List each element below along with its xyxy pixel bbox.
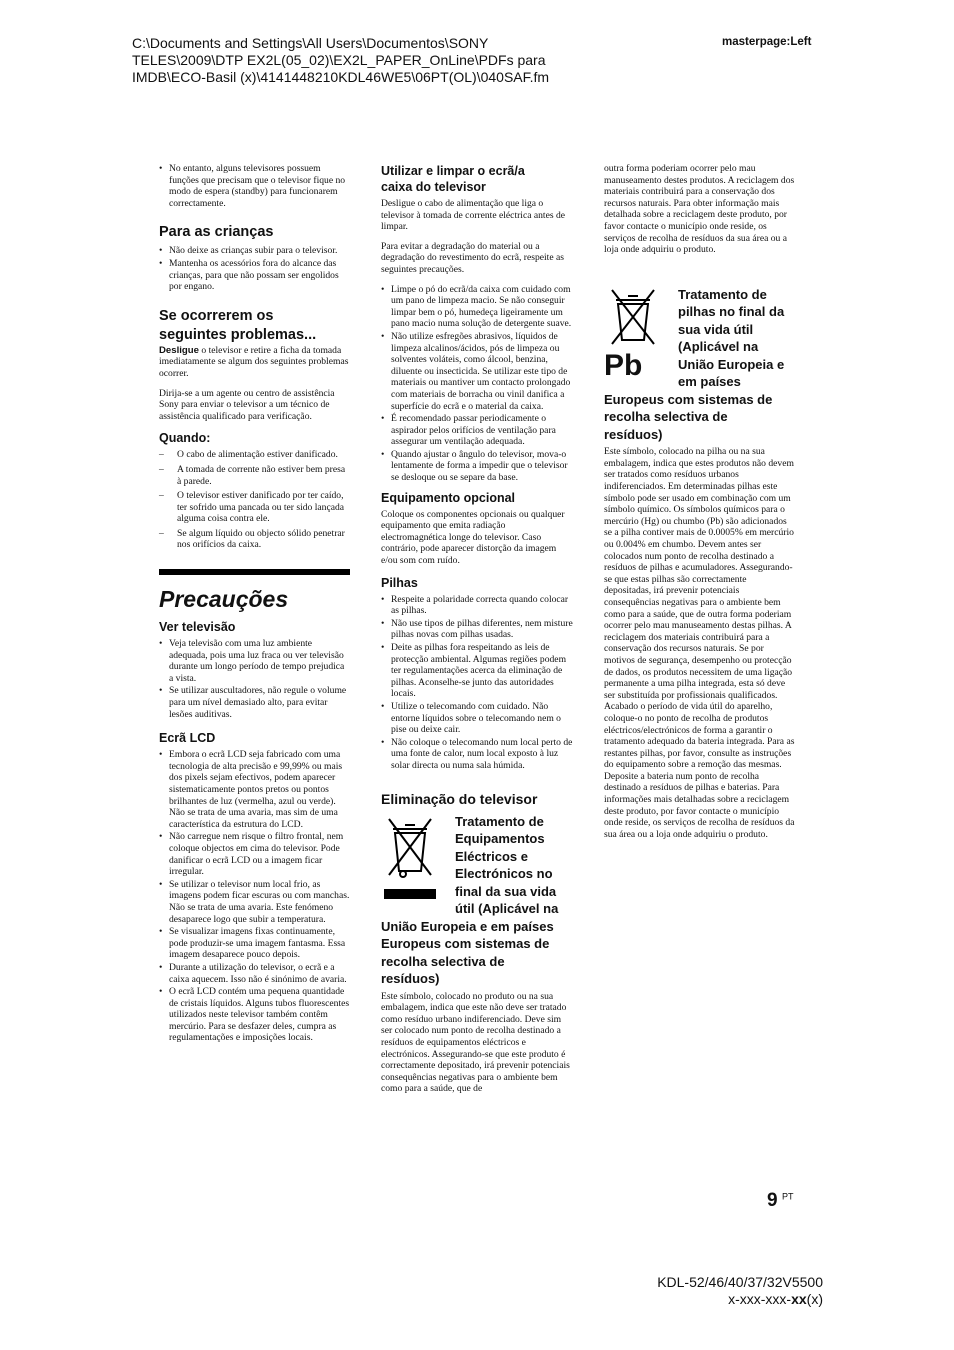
subheading-ver-televisao: Ver televisão xyxy=(159,620,236,635)
subheading-equipamento: Equipamento opcional xyxy=(381,490,516,505)
list-item: • O ecrã LCD contém uma pequena quantidade de cristais líquidos. Alguns tubos fluorescentes utilizados neste televisor também contêm mercúrio. Para se desfazer deles, cumpra as regulamentações e imposições locais. xyxy=(159,986,350,1044)
problemas-paragraph xyxy=(159,345,350,380)
ver-list xyxy=(159,638,350,720)
section-heading-criancas: Para as crianças xyxy=(159,224,274,241)
paragraph-text: o televisor e retire a ficha da tomada imediatamente se algum dos seguintes problemas ocorrer. xyxy=(159,344,349,379)
continued-paragraph: outra forma poderiam ocorrer pelo mau manuseamento destes produtos. A reciclagem dos materiais contribuirá para a conservação dos recursos naturais. Para obter informação mais detalhada sobre a reciclagem deste produto, por favor contacte o município onde reside, os serviços de recolha de resíduos da sua área ou a loja onde adquiriu o produto. xyxy=(604,163,795,256)
heading-line: seguintes problemas... xyxy=(159,326,317,343)
subheading-quando: Quando: xyxy=(159,431,211,446)
list-item: • Se utilizar o televisor num local frio, as imagens podem ficar escuras ou com manchas. Não se trata de uma avaria. Este fenómeno desaparece logo que subir a temperatura. xyxy=(159,879,350,925)
list-item: • É recomendado passar periodicamente o aspirador pelos orifícios de ventilação para assegurar um ventilação adequada. xyxy=(381,413,573,448)
subheading-ecra-lcd: Ecrã LCD xyxy=(159,731,216,746)
chapter-title: Precauções xyxy=(159,586,289,613)
list-item: • Não carregue nem risque o filtro frontal, nem coloque objectos em cima do televisor. Pode danificar o ecrã LCD ou a imagem ficar irregular. xyxy=(159,831,350,877)
page-language: PT xyxy=(782,1191,794,1202)
heading-line: em países xyxy=(678,374,741,390)
list-item: – A tomada de corrente não estiver bem presa à parede. xyxy=(159,464,350,487)
heading-line: Se ocorrerem os xyxy=(159,307,274,324)
subheading-pilhas: Pilhas xyxy=(381,575,418,590)
battery-heading-rest xyxy=(604,391,796,444)
list-item: • Durante a utilização do televisor, o ecrã e a caixa aquecem. Isso não é sinónimo de avaria. xyxy=(159,962,350,985)
heading-line: resíduos) xyxy=(604,426,663,442)
heading-line: Europeus com sistemas de xyxy=(381,936,550,952)
file-path-line: C:\Documents and Settings\All Users\Documentos\SONY xyxy=(132,35,489,51)
list-item: • Não coloque o telecomando num local perto de uma fonte de calor, num local exposto à luz solar directa ou numa sala húmida. xyxy=(381,737,573,772)
battery-heading-side xyxy=(678,286,784,391)
masterpage-label: masterpage:Left xyxy=(722,36,812,48)
heading-line: Equipamentos xyxy=(455,831,545,847)
heading-line: Utilizar e limpar o ecrã/a xyxy=(381,164,525,178)
heading-line: recolha selectiva de xyxy=(381,953,505,969)
battery-paragraph: Este símbolo, colocado na pilha ou na sua embalagem, indica que estes produtos não devem ser tratados como resíduos urbanos indiferenciados. Em determinadas pilhas este símbolo pode ser usado em combinação com um símbolo químico. Os símbolos químicos para o mercúrio (Hg) ou chumbo (Pb) são adicionados se a pilha contiver mais de 0.0005% em mercúrio ou 0.004% em chumbo. Devem antes ser colocados num ponto de recolha destinado a resíduos de pilhas e acumuladores. Assegurando-se que estas pilhas são correctamente depositadas, irá prevenir potenciais consequências negativas para o ambiente bem como para a saúde, que de outra forma poderiam ocorrer pelo mau manuseamento destas pilhas. A reciclagem dos materiais contribuirá para a conservação dos recursos naturais. Se por motivos de segurança, desempenho ou protecção de dados, os produtos necessitem de uma ligação permanente a uma pilha integrada, esta só deve ser substituída por profissionais qualificados. Acabado o período de vida útil do aparelho, coloque-o no ponto de recolha de produtos eléctricos/electrónicos de forma a garantir o tratamento adequado da bateria integrada. Para as restantes pilhas, por favor, consulte as instruções do equipamento sobre a remoção das mesmas. Deposite a bateria num ponto de recolha destinado a resíduos de pilhas e baterias. Para informações mais detalhadas sobre a reciclagem deste produto, por favor contacte o município onde reside, os serviços de recolha de resíduos da sua área ou a loja onde adquiriu o produto. xyxy=(604,446,795,840)
list-item: – O televisor estiver danificado por ter caído, ter sofrido uma pancada ou ter sido lançada alguma coisa contra ele. xyxy=(159,490,350,525)
list-item: • Não use tipos de pilhas diferentes, nem misture pilhas novas com pilhas usadas. xyxy=(381,618,573,641)
list-item: • Não utilize esfregões abrasivos, líquidos de limpeza alcalinos/ácidos, pós de limpeza ou solventes voláteis, como álcool, benzina, diluente ou insecticida. Se utilizar este tipo de materiais ou mantiver um contacto prolongado com materiais de borracha ou vinil danifica a superfície do ecrã e o material da caixa. xyxy=(381,331,573,412)
list-item: • Mantenha os acessórios fora do alcance das crianças, para que não possam ser engolidos por engano. xyxy=(159,258,350,293)
list-item: – Se algum líquido ou objecto sólido penetrar nos orifícios da caixa. xyxy=(159,528,350,551)
file-path-line: IMDB\ECO-Basil (x)\4141448210KDL46WE5\06PT(OL)\040SAF.fm xyxy=(132,69,550,85)
list-item: • Quando ajustar o ângulo do televisor, mova-o lentamente de forma a impedir que o televisor se desloque ou se separe da base. xyxy=(381,449,573,484)
list-item: • Não deixe as crianças subir para o televisor. xyxy=(159,245,350,257)
column-2 xyxy=(381,163,573,1103)
paragraph: Coloque os componentes opcionais ou qualquer equipamento que emita radiação electromagnética longe do televisor. Caso contrário, pode aparecer distorção da imagem e/ou som com ruído. xyxy=(381,508,565,567)
list-item: • Utilize o telecomando com cuidado. Não entorne líquidos sobre o telecomando nem o pise ou deixe cair. xyxy=(381,701,573,736)
heading-line: Eléctricos e xyxy=(455,848,528,864)
paragraph: Para evitar a degradação do material ou a degradação do revestimento do ecrã, respeite as seguintes precauções. xyxy=(381,240,564,275)
list-item: • Deite as pilhas fora respeitando as leis de protecção ambiental. Algumas regiões podem ter regulamentações acerca da eliminação de pilhas. Aconselhe-se junto das autoridades locais. xyxy=(381,642,573,700)
battery-crossed-bin-icon xyxy=(604,286,670,382)
weee-crossed-bin-icon xyxy=(381,813,451,909)
footer xyxy=(657,1274,823,1308)
list-item: • Se utilizar auscultadores, não regule o volume para um nível demasiado alto, para evitar lesões auditivas. xyxy=(159,685,350,720)
heading-line: União Europeia e xyxy=(678,356,785,372)
list-item: • No entanto, alguns televisores possuem funções que precisam que o televisor fique no modo de espera (standby) para funcionarem correctamente. xyxy=(159,163,350,209)
paragraph: Desligue o cabo de alimentação que liga o televisor à tomada de corrente eléctrica antes de limpar. xyxy=(381,198,566,233)
code-suffix: (x) xyxy=(806,1291,823,1307)
section-heading-eliminacao: Eliminação do televisor xyxy=(381,790,538,807)
column-3 xyxy=(604,163,796,848)
heading-line: pilhas no final da xyxy=(678,304,785,320)
page-number xyxy=(767,1190,794,1212)
weee-heading-rest xyxy=(381,918,573,988)
heading-line: recolha selectiva de xyxy=(604,409,728,425)
pilhas-list xyxy=(381,594,573,772)
list-item: • Veja televisão com uma luz ambiente adequada, pois uma luz fraca ou ver televisão durante um longo período de tempo prejudica a vista. xyxy=(159,638,350,684)
document-code xyxy=(657,1291,823,1308)
heading-line: resíduos) xyxy=(381,971,440,987)
criancas-list xyxy=(159,245,350,292)
list-item: – O cabo de alimentação estiver danificado. xyxy=(159,449,350,461)
heading-line: Tratamento de xyxy=(455,813,544,829)
heading-line: Electrónicos no xyxy=(455,866,553,882)
model-number: KDL-52/46/40/37/32V5500 xyxy=(657,1274,823,1290)
list-item: • Embora o ecrã LCD seja fabricado com uma tecnologia de alta precisão e 99,99% ou mais dos pixels sejam efectivos, podem aparecer sistematicamente pontos pretos ou pontos brilhantes de luz (vermelha, azul ou verde). Não se trata de uma avaria, mas sim de uma característica da estrutura do LCD. xyxy=(159,749,350,830)
file-path-line: TELES\2009\DTP EX2L(05_02)\EX2L_PAPER_OnLine\PDFs para xyxy=(132,52,546,68)
list-item: • Respeite a polaridade correcta quando colocar as pilhas. xyxy=(381,594,573,617)
heading-line: caixa do televisor xyxy=(381,180,486,194)
heading-line: (Aplicável na xyxy=(678,339,759,355)
heading-line: União Europeia e em países xyxy=(381,918,554,934)
intro-list xyxy=(159,163,350,209)
heading-line: sua vida útil xyxy=(678,321,754,337)
file-path-header xyxy=(132,35,652,86)
heading-line: final da sua vida xyxy=(455,883,557,899)
pb-chemical-symbol: Pb xyxy=(604,349,643,383)
section-divider-bar xyxy=(159,569,350,575)
battery-block xyxy=(604,286,796,391)
limpar-list xyxy=(381,284,573,484)
weee-paragraph: Este símbolo, colocado no produto ou na sua embalagem, indica que este não deve ser tratado como resíduo urbano indiferenciado. Deve sim ser colocado num ponto de recolha destinado a resíduos de equipamentos eléctricos e electrónicos. Assegurando-se que este produto é correctamente depositado, irá prevenir potenciais consequências negativas para o ambiente bem como para a saúde, que de xyxy=(381,990,570,1095)
code-prefix: x-xxx-xxx- xyxy=(728,1291,792,1307)
code-bold: xx xyxy=(791,1291,807,1307)
weee-block xyxy=(381,813,573,918)
heading-line: útil (Aplicável na xyxy=(455,901,559,917)
bold-term: Desligue xyxy=(159,344,199,356)
page-number-value: 9 xyxy=(767,1190,778,1211)
section-heading-problemas xyxy=(159,307,350,345)
subheading-limpar xyxy=(381,163,573,195)
heading-line: Tratamento de xyxy=(678,286,767,302)
column-1 xyxy=(159,163,350,1048)
quando-list xyxy=(159,449,350,551)
list-item: • Se visualizar imagens fixas continuamente, pode produzir-se uma imagem fantasma. Essa imagem desaparece pouco depois. xyxy=(159,926,350,961)
lcd-list xyxy=(159,749,350,1044)
heading-line: Europeus com sistemas de xyxy=(604,391,773,407)
dirija-paragraph: Dirija-se a um agente ou centro de assistência Sony para enviar o televisor a um técnico de assistência qualificado para verificação. xyxy=(159,387,335,422)
weee-heading-side xyxy=(455,813,558,918)
list-item: • Limpe o pó do ecrã/da caixa com cuidado com um pano de limpeza macio. Se não conseguir limpar bem o pó, humedeça ligeiramente um pano macio numa solução de detergente suave. xyxy=(381,284,573,330)
